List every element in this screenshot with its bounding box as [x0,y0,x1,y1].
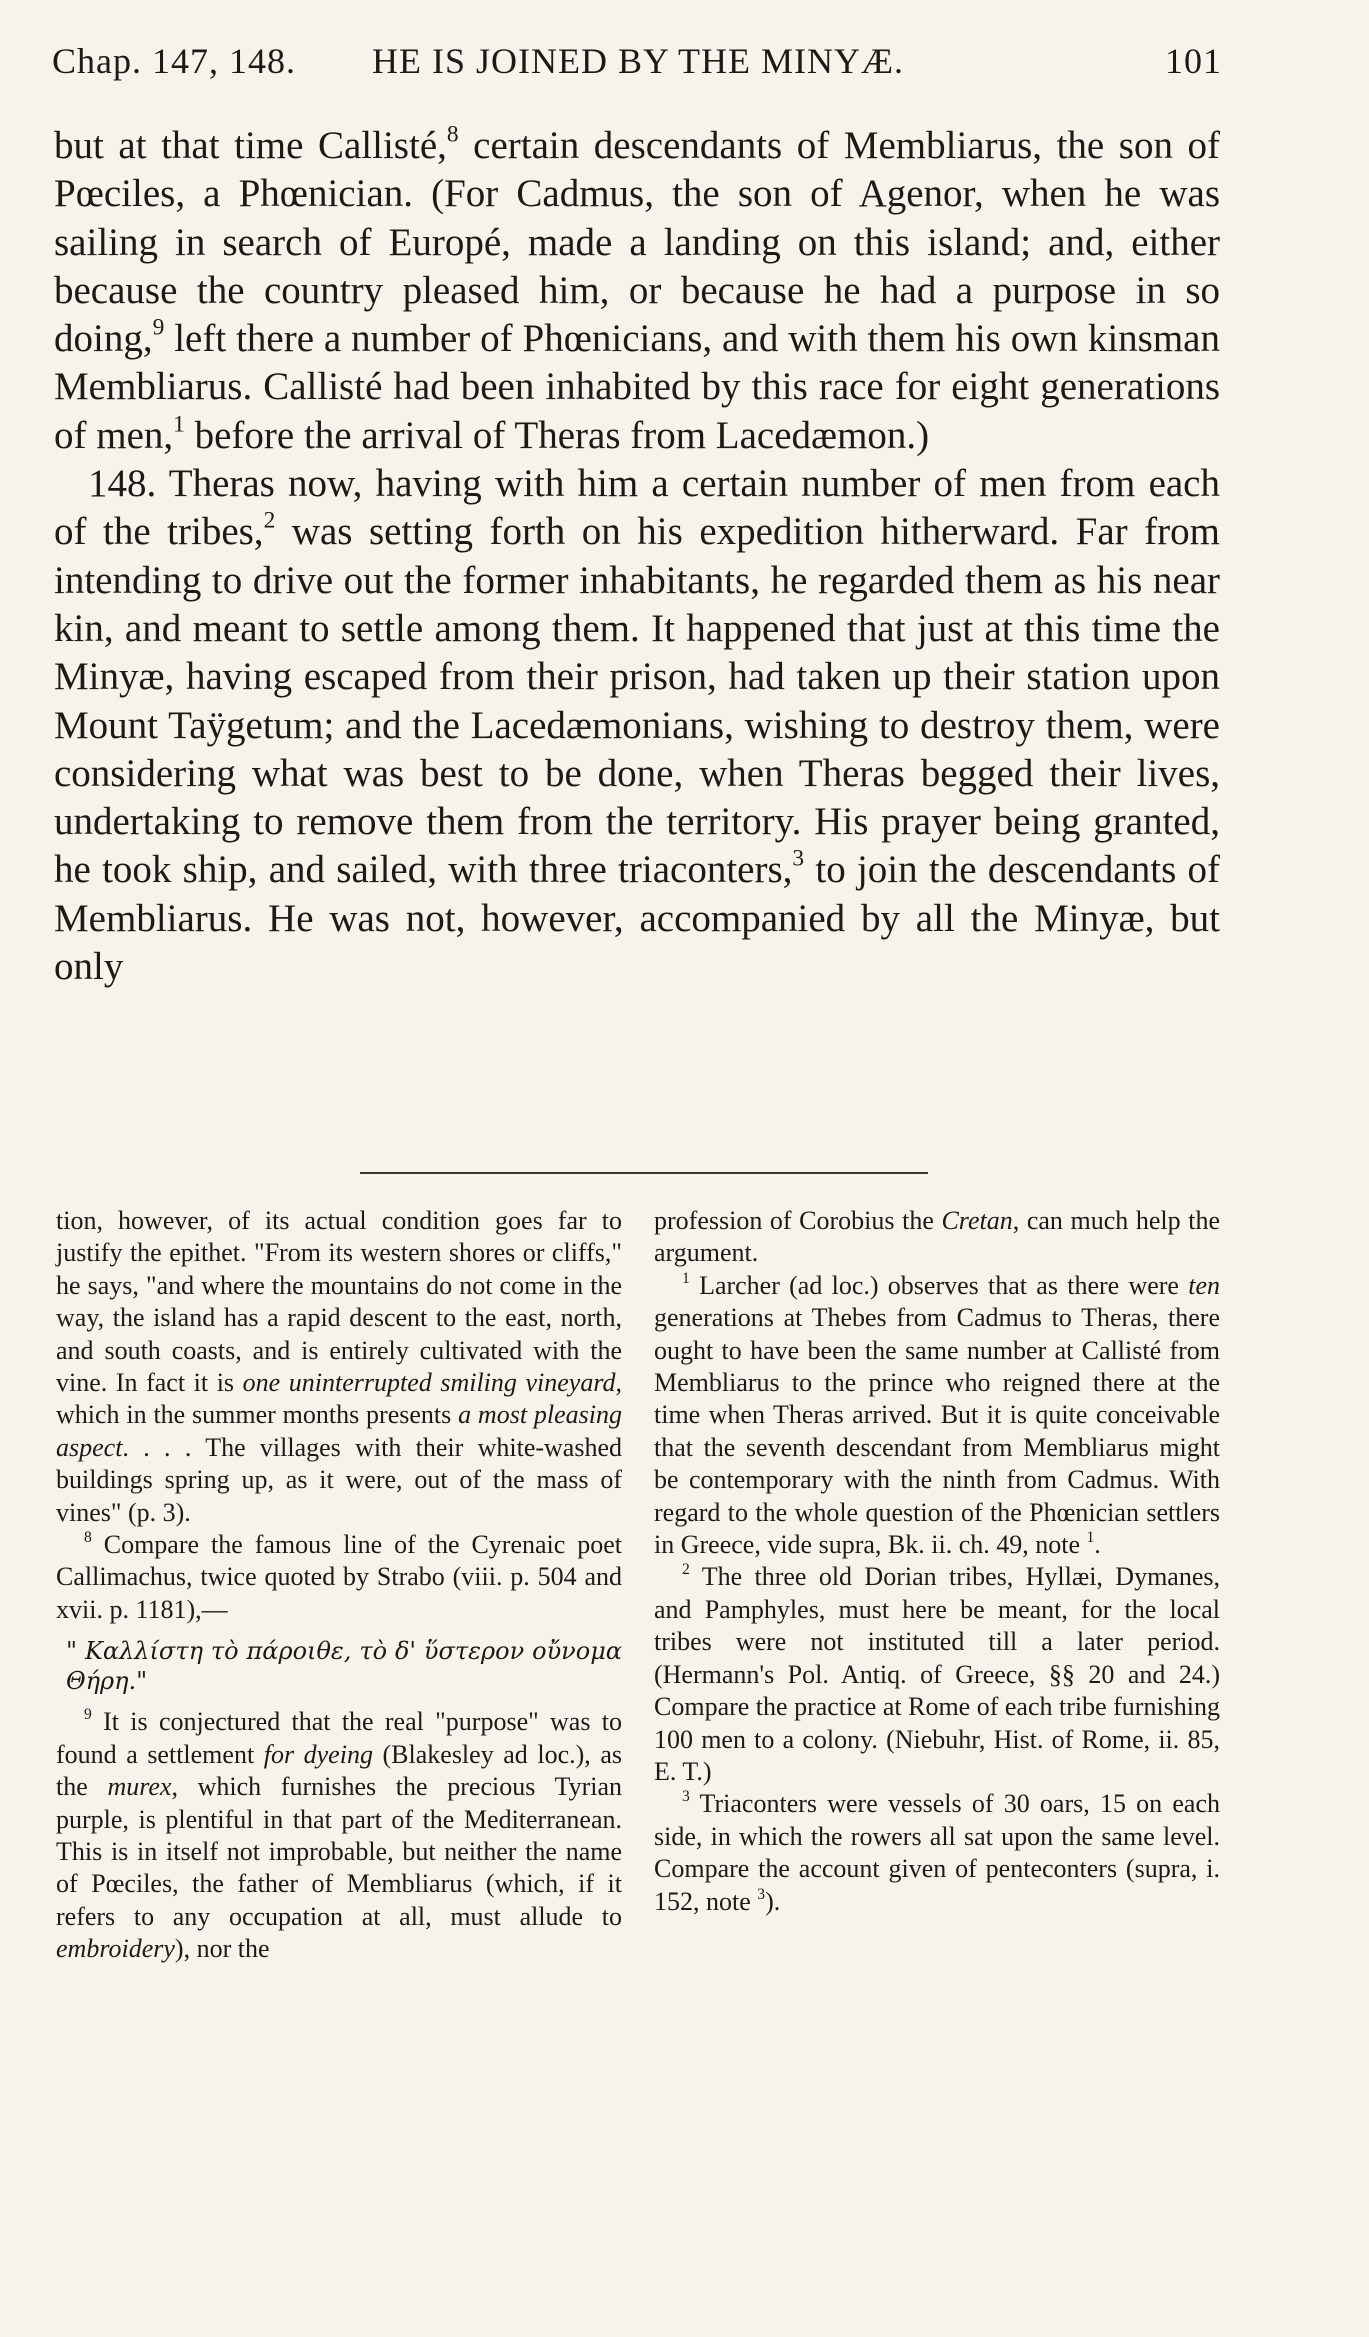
text-run: before the arrival of Theras from Lacedæmon.) [184,413,930,457]
text-run: Compare the famous line of the Cyrenaic poet Callimachus, twice quoted by Strabo (viii. p. 504 and xvii. p. 1181),— [56,1530,622,1624]
italic-text: one uninterrupted smiling vineyard [242,1368,616,1398]
text-run: to join the descendants of Membliarus. He was not, however, accompanied by all the Minyæ, but only [54,848,1220,989]
text-run: was setting forth on his expedition hitherward. Far from intending to drive out the former inhabitants, he regarded them as his near kin, and meant to settle among them. It happened that just at this time the Minyæ, having escaped from their prison, had taken up their station upon Mount Taÿgetum; and the Lacedæmonians, wishing to destroy them, were considering what was best to be done, when Theras begged their lives, undertaking to remove them from the territory. His prayer being granted, he took ship, and sailed, with three triaconters, [54,510,1220,892]
greek-quotation: " Καλλίστη τὸ πάροιθε, τὸ δ' ὕστερον οὔνομα Θήρη." [66,1637,622,1696]
footnote-9 [56,1706,622,1965]
footnote-3 [654,1788,1220,1918]
text-run: , which furnishes the precious Tyrian purple, is plentiful in that part of the Mediterranean. This is in itself not improbable, but neither the name of Pœciles, the father of Membliarus (which, if it refers to any occupation at all, must allude to [56,1772,623,1931]
footnotes-right-column [654,1205,1220,1918]
footnote-2 [654,1561,1220,1788]
footnote-8 [56,1529,622,1626]
italic-text: for dyeing [263,1739,373,1769]
footnote-ref-3: 3 [792,846,805,873]
italic-text: murex [107,1772,172,1802]
footnote-continuation [56,1205,622,1529]
footnote-ref-2: 2 [263,508,276,534]
footnote-continuation [654,1205,1220,1270]
text-run: 148. Theras now, having with him a certain number of men from each of the tribes, [54,462,1220,554]
running-head [52,40,1222,84]
footnote-number: 9 [84,1706,92,1724]
text-run: . [1094,1530,1101,1560]
text-run: ), nor the [174,1934,270,1964]
text-run: , can much help the argument. [654,1206,1220,1268]
footnote-1 [654,1270,1220,1562]
text-run: profession of Corobius the [654,1206,942,1235]
text-run: The three old Dorian tribes, Hyllæi, Dymanes, and Pamphyles, must here be meant, for the local tribes were not instituted till a later period. (Hermann's Pol. Antiq. of Greece, §§ 20 and 24.) Compare the practice at Rome of each tribe furnishing 100 men to a colony. (Niebuhr, Hist. of Rome, ii. 85, E. T.) [654,1562,1221,1786]
italic-text: a most pleasing aspect [56,1400,622,1462]
main-text [54,122,1220,991]
text-run: certain descendants of Membliarus, the son of Pœciles, a Phœnician. (For Cadmus, the son of Agenor, when he was sailing in search of Europé, made a landing on this island; and, either because the country pleased him, or because he had a purpose in so doing, [54,124,1220,361]
italic-text: Cretan [941,1206,1013,1235]
footnote-ref-1: 1 [173,411,185,438]
footnotes-left-column [56,1205,622,1966]
paragraph-callisté [54,122,1220,460]
text-run: tion, however, of its actual condition goes far to justify the epithet. "From its western shores or cliffs," he says, "and where the mountains do not come in the way, the island has a rapid descent to the east, north, and south coasts, and is entirely cultivated with the vine. In fact it is [56,1206,622,1398]
text-run: (Blakesley ad loc.), as the [56,1739,622,1802]
text-run: but at that time Callisté, [54,124,447,167]
footnote-ref: 1 [1086,1529,1095,1547]
footnote-number: 2 [682,1561,690,1579]
paragraph-148 [54,460,1220,991]
footnote-ref: 3 [757,1885,766,1903]
text-run: ). [765,1886,781,1916]
text-run: Triaconters were vessels of 30 oars, 15 on each side, in which the rowers all sat upon the same level. Compare the account given of penteconters (supra, i. 152, note [654,1789,1220,1916]
text-run: Larcher (ad loc.) observes that as there were [689,1270,1189,1300]
footnote-number: 8 [84,1529,92,1547]
chapter-reference: Chap. 147, 148. [52,41,296,81]
footnote-number: 3 [682,1788,690,1806]
text-run: left there a number of Phœnicians, and with them his own kinsman Membliarus. Callisté had been inhabited by this race for eight generations of men, [54,317,1220,457]
text-run: generations at Thebes from Cadmus to Theras, there ought to have been the same number at Callisté from Membliarus to the prince who reigned there at the time when Theras arrived. But it is quite conceivable that the seventh descendant from Membliarus might be contemporary with the ninth from Cadmus. With regard to the whole question of the Phœnician settlers in Greece, vide supra, Bk. ii. ch. 49, note [654,1303,1220,1560]
italic-text: ten [1188,1270,1220,1300]
footnote-ref-9: 9 [152,314,165,341]
italic-text: embroidery [56,1934,175,1964]
footnote-divider [360,1172,928,1174]
text-run: , which in the summer months presents [56,1368,622,1430]
text-run: It is conjectured that the real "purpose" was to found a settlement [56,1707,622,1769]
footnote-ref-8: 8 [446,121,459,148]
footnote-number: 1 [682,1269,690,1287]
text-run: . . . . The villages with their white-washed buildings spring up, as it were, out of the mass of vines" (p. 3). [56,1432,622,1527]
page-number: 101 [1165,41,1222,81]
page-title: HE IS JOINED BY THE MINYÆ. [372,41,904,81]
